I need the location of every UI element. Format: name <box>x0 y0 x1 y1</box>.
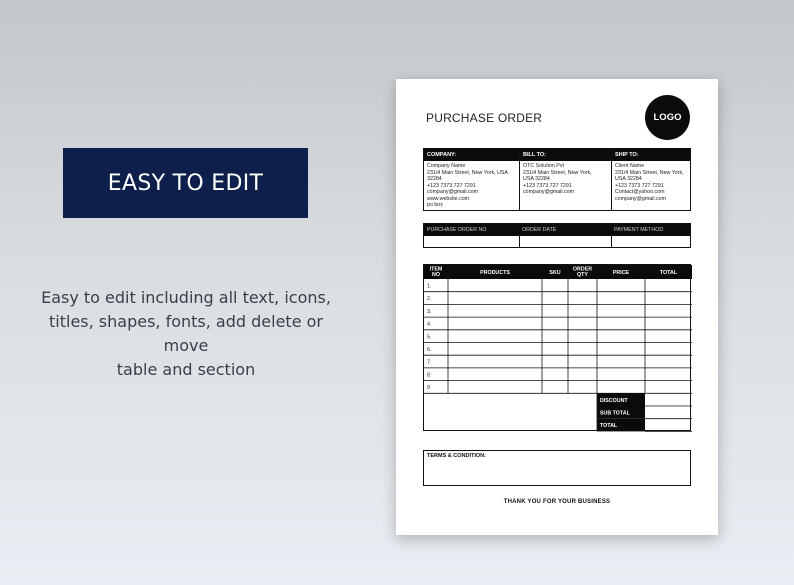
terms-box[interactable] <box>423 450 691 486</box>
order-header-row <box>424 224 690 236</box>
summary-label: SUB TOTAL <box>600 410 630 417</box>
company-line: company@gmail.com <box>427 189 479 195</box>
item-row-number: 9 <box>427 385 430 392</box>
summary-label: TOTAL <box>600 423 618 430</box>
company-header: COMPANY: <box>424 149 519 161</box>
item-row-number: 6. <box>427 347 432 353</box>
ship-to-details <box>612 161 690 202</box>
logo-placeholder <box>645 95 690 140</box>
items-header-label: NO <box>432 272 440 278</box>
company-line: 231/4 Main Street, New York, USA <box>427 169 508 176</box>
payment-method-header: PAYMENT METHOD <box>614 227 664 233</box>
item-row-number: 5. <box>427 334 432 341</box>
item-row-number: 2. <box>427 296 432 303</box>
company-line: po box <box>427 202 443 208</box>
ship-to-column <box>611 149 690 210</box>
ship-to-line: USA 32284 <box>615 176 642 182</box>
bill-to-line: 231/4 Main Street, New York, <box>523 169 592 176</box>
ship-to-line: 231/4 Main Street, New York, <box>615 169 684 176</box>
bill-to-column <box>519 149 611 210</box>
company-line: Company Name <box>427 163 466 169</box>
order-no-header: PURCHASE ORDER NO <box>427 227 487 233</box>
bill-to-header: BILL TO: <box>520 149 611 161</box>
easy-to-edit-banner <box>63 148 308 218</box>
items-header-label: QTY <box>577 272 588 278</box>
company-line: 32284 <box>427 176 442 182</box>
thank-you-footer: THANK YOU FOR YOUR BUSINESS <box>503 499 611 505</box>
bill-to-details <box>520 161 611 196</box>
item-row-number: 1. <box>427 283 432 290</box>
logo-text: LOGO <box>653 112 682 123</box>
order-value-row <box>424 236 690 247</box>
order-no-cell[interactable] <box>424 236 519 247</box>
description-line: Easy to edit including all text, icons, <box>41 288 331 307</box>
ship-to-header: SHIP TO: <box>612 149 690 161</box>
bill-to-line: USA 32284 <box>523 176 550 182</box>
description-line: titles, shapes, fonts, add delete or move <box>49 312 323 355</box>
item-row-number: 7. <box>427 359 432 366</box>
bill-to-line: +123 7373 727 7291 <box>523 182 572 189</box>
bill-to-line: company@gmail.com <box>523 189 575 195</box>
document-title: PURCHASE ORDER <box>426 111 543 125</box>
order-date-header: ORDER DATE <box>522 227 557 233</box>
item-row-number: 3. <box>427 308 432 315</box>
item-row-number: 4. <box>427 321 432 328</box>
summary-label: DISCOUNT <box>600 397 628 404</box>
company-line: +123 7373 727 7291 <box>427 182 476 189</box>
ship-to-line: Contact@yahoo.com <box>615 189 665 195</box>
bill-to-line: OTC Solution Pvt <box>523 163 564 169</box>
company-line: www.website.com <box>427 195 470 202</box>
company-column <box>424 149 519 210</box>
ship-to-line: Client Name <box>615 163 645 169</box>
items-table-grid <box>423 264 693 433</box>
order-details-table <box>423 223 691 248</box>
description-line: table and section <box>116 360 256 379</box>
purchase-order-document <box>396 79 718 535</box>
ship-to-line: company@gmail.com <box>615 195 667 202</box>
items-header-label: ORDER <box>572 266 593 273</box>
payment-method-cell[interactable] <box>611 236 690 247</box>
party-info-table <box>423 148 691 211</box>
items-header-label: TOTAL <box>659 270 678 276</box>
item-row-number: 8. <box>427 372 432 379</box>
items-header-label: SKU <box>549 270 561 276</box>
items-header-label: ITEM <box>429 266 443 273</box>
company-details <box>424 161 519 209</box>
banner-label: EASY TO EDIT <box>107 170 264 196</box>
items-header-label: PRICE <box>612 270 630 276</box>
ship-to-line: +123 7373 727 7291 <box>615 182 664 189</box>
description-text <box>30 286 342 382</box>
items-table <box>423 264 691 431</box>
order-date-cell[interactable] <box>519 236 611 247</box>
terms-label: TERMS & CONDITION: <box>427 453 486 459</box>
items-header-label: PRODUCTS <box>480 270 510 276</box>
